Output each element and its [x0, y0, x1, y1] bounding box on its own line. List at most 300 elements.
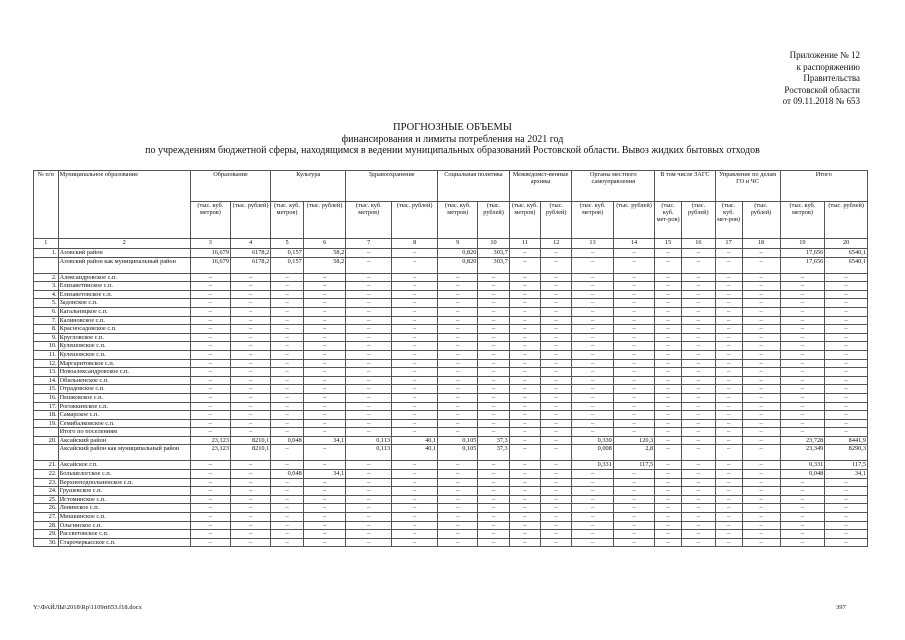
column-number: 3: [190, 239, 230, 249]
value-cell: –: [572, 376, 613, 385]
value-cell: –: [682, 530, 716, 539]
value-cell: –: [715, 461, 742, 470]
value-cell: –: [190, 273, 230, 282]
value-cell: –: [541, 325, 572, 334]
value-cell: –: [190, 487, 230, 496]
value-cell: –: [572, 257, 613, 273]
table-row: [34, 428, 868, 437]
row-number: 18.: [34, 411, 59, 420]
value-cell: –: [190, 342, 230, 351]
value-cell: –: [613, 419, 654, 428]
value-cell: –: [682, 428, 716, 437]
value-cell: –: [230, 325, 270, 334]
value-cell: –: [346, 530, 392, 539]
column-number: 2: [58, 239, 190, 249]
value-cell: 0,339: [572, 436, 613, 445]
value-cell: –: [742, 257, 780, 273]
value-cell: –: [392, 376, 438, 385]
value-cell: –: [715, 368, 742, 377]
value-cell: –: [303, 478, 346, 487]
value-cell: –: [682, 282, 716, 291]
value-cell: –: [613, 385, 654, 394]
value-cell: –: [715, 436, 742, 445]
value-cell: –: [478, 359, 509, 368]
column-number: 4: [230, 239, 270, 249]
value-cell: 8441,9: [825, 436, 868, 445]
value-cell: –: [190, 538, 230, 547]
header-unit: (тыс. рублей): [303, 202, 346, 239]
table-row: [34, 316, 868, 325]
value-cell: –: [742, 513, 780, 522]
value-cell: –: [572, 428, 613, 437]
value-cell: –: [271, 402, 303, 411]
value-cell: –: [541, 513, 572, 522]
value-cell: –: [303, 333, 346, 342]
value-cell: 2,8: [613, 445, 654, 461]
value-cell: –: [392, 282, 438, 291]
value-cell: –: [346, 290, 392, 299]
value-cell: –: [230, 521, 270, 530]
value-cell: –: [303, 530, 346, 539]
value-cell: –: [541, 368, 572, 377]
value-cell: –: [303, 290, 346, 299]
value-cell: –: [682, 350, 716, 359]
value-cell: –: [190, 290, 230, 299]
value-cell: –: [572, 290, 613, 299]
row-number: 30.: [34, 538, 59, 547]
value-cell: –: [655, 470, 682, 479]
value-cell: –: [392, 350, 438, 359]
value-cell: –: [271, 504, 303, 513]
value-cell: –: [303, 504, 346, 513]
value-cell: –: [271, 316, 303, 325]
value-cell: –: [190, 333, 230, 342]
value-cell: –: [613, 307, 654, 316]
value-cell: –: [715, 445, 742, 461]
municipality-name: Новоалександровское с.п.: [58, 368, 190, 377]
header-unit: (тыс. куб. метров): [346, 202, 392, 239]
value-cell: –: [509, 495, 540, 504]
value-cell: –: [655, 461, 682, 470]
value-cell: –: [541, 530, 572, 539]
value-cell: –: [742, 359, 780, 368]
value-cell: –: [825, 393, 868, 402]
value-cell: –: [346, 402, 392, 411]
value-cell: –: [715, 342, 742, 351]
value-cell: –: [392, 393, 438, 402]
value-cell: –: [346, 368, 392, 377]
value-cell: –: [541, 504, 572, 513]
value-cell: –: [613, 538, 654, 547]
value-cell: –: [438, 538, 478, 547]
value-cell: –: [655, 495, 682, 504]
value-cell: –: [541, 257, 572, 273]
value-cell: –: [303, 495, 346, 504]
value-cell: –: [825, 487, 868, 496]
value-cell: –: [655, 325, 682, 334]
data-table: [33, 170, 868, 547]
value-cell: –: [190, 282, 230, 291]
value-cell: –: [780, 316, 825, 325]
column-number: 1: [34, 239, 59, 249]
value-cell: –: [780, 538, 825, 547]
value-cell: –: [392, 402, 438, 411]
value-cell: –: [682, 368, 716, 377]
table-row: [34, 461, 868, 470]
value-cell: –: [541, 419, 572, 428]
value-cell: 0,157: [271, 249, 303, 258]
value-cell: –: [825, 368, 868, 377]
value-cell: –: [230, 359, 270, 368]
value-cell: –: [682, 376, 716, 385]
value-cell: 0,008: [572, 445, 613, 461]
value-cell: –: [478, 282, 509, 291]
value-cell: –: [682, 342, 716, 351]
value-cell: –: [509, 282, 540, 291]
value-cell: –: [271, 487, 303, 496]
municipality-name: Елизаветинское с.п.: [58, 282, 190, 291]
value-cell: –: [303, 359, 346, 368]
value-cell: –: [742, 445, 780, 461]
value-cell: –: [230, 290, 270, 299]
value-cell: –: [478, 402, 509, 411]
value-cell: –: [780, 342, 825, 351]
header-unit: (тыс. рублей): [682, 202, 716, 239]
value-cell: –: [742, 342, 780, 351]
value-cell: –: [392, 495, 438, 504]
value-cell: –: [438, 470, 478, 479]
value-cell: –: [572, 350, 613, 359]
value-cell: –: [509, 504, 540, 513]
table-row: [34, 521, 868, 530]
value-cell: 23,728: [780, 436, 825, 445]
value-cell: –: [682, 307, 716, 316]
value-cell: –: [392, 478, 438, 487]
column-number: 10: [478, 239, 509, 249]
value-cell: –: [346, 316, 392, 325]
value-cell: –: [682, 445, 716, 461]
value-cell: –: [682, 393, 716, 402]
value-cell: –: [682, 290, 716, 299]
value-cell: –: [509, 299, 540, 308]
value-cell: –: [303, 350, 346, 359]
value-cell: –: [271, 376, 303, 385]
value-cell: 40,1: [392, 436, 438, 445]
value-cell: –: [190, 513, 230, 522]
value-cell: –: [392, 307, 438, 316]
value-cell: –: [742, 249, 780, 258]
value-cell: –: [438, 487, 478, 496]
value-cell: –: [438, 299, 478, 308]
value-cell: –: [438, 376, 478, 385]
value-cell: –: [438, 521, 478, 530]
row-number: 8.: [34, 325, 59, 334]
value-cell: –: [825, 504, 868, 513]
value-cell: –: [190, 495, 230, 504]
value-cell: –: [303, 445, 346, 461]
value-cell: –: [742, 299, 780, 308]
value-cell: –: [655, 282, 682, 291]
header-unit: (тыс. рублей): [230, 202, 270, 239]
value-cell: 0,820: [438, 249, 478, 258]
value-cell: –: [682, 411, 716, 420]
value-cell: –: [682, 257, 716, 273]
value-cell: –: [230, 504, 270, 513]
municipality-name: Большелогское с.п.: [58, 470, 190, 479]
value-cell: –: [825, 428, 868, 437]
value-cell: –: [825, 495, 868, 504]
value-cell: –: [346, 333, 392, 342]
value-cell: –: [682, 299, 716, 308]
value-cell: –: [190, 299, 230, 308]
value-cell: –: [478, 290, 509, 299]
value-cell: 117,5: [825, 461, 868, 470]
value-cell: –: [572, 495, 613, 504]
value-cell: –: [509, 461, 540, 470]
column-number: 15: [655, 239, 682, 249]
column-number: 14: [613, 239, 654, 249]
value-cell: 0,105: [438, 445, 478, 461]
value-cell: –: [613, 428, 654, 437]
header-municipality: Муниципальное образование: [58, 171, 190, 239]
value-cell: –: [742, 325, 780, 334]
header-unit: (тыс. куб. метров): [438, 202, 478, 239]
value-cell: –: [613, 521, 654, 530]
value-cell: –: [780, 411, 825, 420]
value-cell: –: [715, 249, 742, 258]
value-cell: –: [655, 436, 682, 445]
header-colnum-row: [34, 239, 868, 249]
value-cell: –: [438, 342, 478, 351]
value-cell: –: [572, 487, 613, 496]
value-cell: –: [715, 299, 742, 308]
value-cell: –: [271, 307, 303, 316]
value-cell: 34,1: [303, 436, 346, 445]
value-cell: –: [346, 325, 392, 334]
value-cell: –: [541, 495, 572, 504]
municipality-name: Кулешовское с.п.: [58, 350, 190, 359]
value-cell: –: [230, 307, 270, 316]
row-number: 9.: [34, 333, 59, 342]
value-cell: –: [613, 273, 654, 282]
value-cell: –: [825, 342, 868, 351]
row-number: 27.: [34, 513, 59, 522]
value-cell: 8210,1: [230, 445, 270, 461]
value-cell: –: [230, 368, 270, 377]
value-cell: –: [346, 495, 392, 504]
value-cell: –: [438, 359, 478, 368]
value-cell: –: [613, 376, 654, 385]
row-number: 12.: [34, 359, 59, 368]
value-cell: –: [230, 342, 270, 351]
value-cell: –: [509, 385, 540, 394]
value-cell: –: [780, 393, 825, 402]
value-cell: –: [742, 393, 780, 402]
value-cell: –: [780, 350, 825, 359]
value-cell: –: [303, 487, 346, 496]
value-cell: –: [613, 495, 654, 504]
table-header: [34, 171, 868, 249]
value-cell: –: [572, 513, 613, 522]
value-cell: –: [541, 402, 572, 411]
value-cell: –: [392, 385, 438, 394]
header-group: Органы местного самоуправления: [572, 171, 655, 202]
value-cell: –: [572, 359, 613, 368]
value-cell: –: [438, 461, 478, 470]
value-cell: –: [715, 325, 742, 334]
column-number: 9: [438, 239, 478, 249]
header-groups-row: [34, 171, 868, 202]
value-cell: –: [613, 504, 654, 513]
value-cell: –: [655, 445, 682, 461]
value-cell: –: [780, 376, 825, 385]
value-cell: –: [715, 521, 742, 530]
value-cell: –: [780, 299, 825, 308]
value-cell: 6540,1: [825, 249, 868, 258]
value-cell: –: [509, 273, 540, 282]
value-cell: –: [190, 359, 230, 368]
value-cell: –: [392, 428, 438, 437]
value-cell: –: [541, 385, 572, 394]
value-cell: –: [392, 333, 438, 342]
value-cell: –: [715, 307, 742, 316]
value-cell: –: [346, 504, 392, 513]
value-cell: –: [682, 249, 716, 258]
value-cell: –: [509, 393, 540, 402]
table-row: [34, 385, 868, 394]
header-unit: (тыс. рублей): [541, 202, 572, 239]
value-cell: –: [780, 385, 825, 394]
row-number: [34, 428, 59, 437]
value-cell: 58,2: [303, 249, 346, 258]
value-cell: –: [655, 419, 682, 428]
table-row: [34, 538, 868, 547]
value-cell: –: [541, 282, 572, 291]
value-cell: –: [346, 385, 392, 394]
value-cell: –: [346, 282, 392, 291]
value-cell: –: [478, 316, 509, 325]
value-cell: –: [742, 478, 780, 487]
value-cell: –: [271, 290, 303, 299]
row-number: 25.: [34, 495, 59, 504]
value-cell: –: [613, 402, 654, 411]
value-cell: –: [655, 333, 682, 342]
value-cell: –: [742, 470, 780, 479]
value-cell: 34,1: [825, 470, 868, 479]
municipality-name: Елизаветовское с.п.: [58, 290, 190, 299]
value-cell: –: [682, 402, 716, 411]
value-cell: –: [438, 504, 478, 513]
value-cell: –: [655, 316, 682, 325]
value-cell: –: [346, 342, 392, 351]
value-cell: –: [230, 411, 270, 420]
table-row: [34, 495, 868, 504]
value-cell: –: [715, 470, 742, 479]
municipality-name: Мишкинское с.п.: [58, 513, 190, 522]
value-cell: –: [509, 316, 540, 325]
table-row: [34, 445, 868, 461]
municipality-name: Ленинское с.п.: [58, 504, 190, 513]
value-cell: –: [392, 538, 438, 547]
value-cell: –: [715, 282, 742, 291]
value-cell: –: [303, 402, 346, 411]
value-cell: –: [613, 478, 654, 487]
value-cell: 23,123: [190, 436, 230, 445]
value-cell: –: [655, 393, 682, 402]
value-cell: –: [478, 428, 509, 437]
value-cell: –: [438, 419, 478, 428]
value-cell: –: [346, 478, 392, 487]
value-cell: 23,123: [190, 445, 230, 461]
value-cell: –: [271, 445, 303, 461]
value-cell: –: [509, 487, 540, 496]
value-cell: –: [541, 299, 572, 308]
value-cell: –: [509, 257, 540, 273]
value-cell: –: [742, 521, 780, 530]
value-cell: –: [572, 273, 613, 282]
header-group: В том числе ЗАГС: [655, 171, 715, 202]
value-cell: –: [572, 538, 613, 547]
value-cell: 6178,2: [230, 257, 270, 273]
value-cell: –: [230, 282, 270, 291]
value-cell: –: [742, 316, 780, 325]
value-cell: –: [271, 342, 303, 351]
value-cell: 0,331: [780, 461, 825, 470]
value-cell: –: [825, 359, 868, 368]
municipality-name: Ольгинское с.п.: [58, 521, 190, 530]
value-cell: –: [392, 342, 438, 351]
value-cell: –: [715, 478, 742, 487]
value-cell: –: [478, 411, 509, 420]
value-cell: –: [438, 350, 478, 359]
column-number: 19: [780, 239, 825, 249]
value-cell: –: [682, 487, 716, 496]
value-cell: 16,679: [190, 257, 230, 273]
value-cell: –: [655, 428, 682, 437]
row-number: 14.: [34, 376, 59, 385]
value-cell: –: [613, 393, 654, 402]
value-cell: –: [392, 290, 438, 299]
value-cell: –: [655, 504, 682, 513]
value-cell: –: [478, 299, 509, 308]
value-cell: –: [613, 368, 654, 377]
row-number: 15.: [34, 385, 59, 394]
value-cell: –: [190, 307, 230, 316]
header-group: Межведомст-венные архивы: [509, 171, 572, 202]
value-cell: –: [541, 521, 572, 530]
value-cell: –: [742, 461, 780, 470]
value-cell: –: [715, 487, 742, 496]
value-cell: –: [438, 393, 478, 402]
column-number: 17: [715, 239, 742, 249]
column-number: 13: [572, 239, 613, 249]
row-number: [34, 257, 59, 273]
header-unit: (тыс. куб. метров): [271, 202, 303, 239]
value-cell: –: [715, 393, 742, 402]
value-cell: –: [541, 350, 572, 359]
value-cell: –: [346, 376, 392, 385]
value-cell: –: [682, 436, 716, 445]
value-cell: –: [541, 487, 572, 496]
value-cell: –: [346, 487, 392, 496]
value-cell: –: [271, 368, 303, 377]
value-cell: –: [346, 307, 392, 316]
value-cell: –: [303, 342, 346, 351]
value-cell: –: [742, 368, 780, 377]
value-cell: –: [780, 290, 825, 299]
value-cell: 0,157: [271, 257, 303, 273]
header-unit: (тыс. рублей): [613, 202, 654, 239]
